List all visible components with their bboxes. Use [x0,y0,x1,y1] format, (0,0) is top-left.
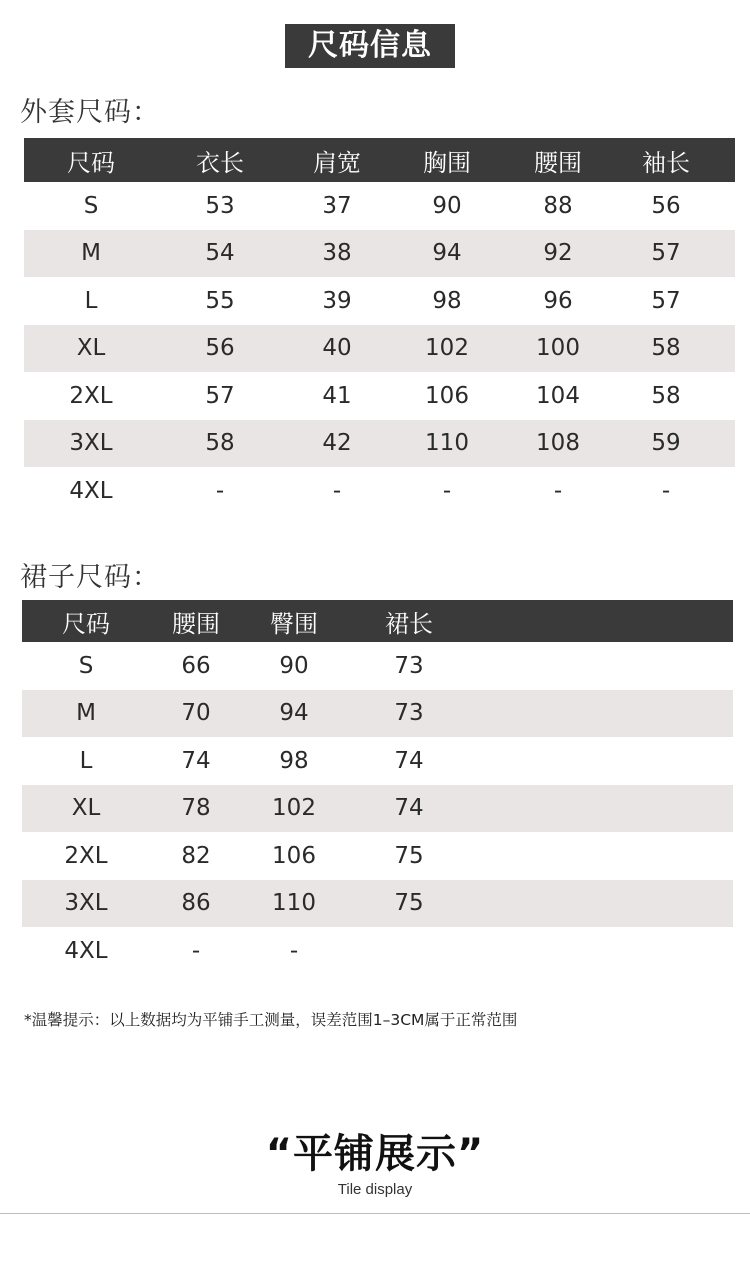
size-cell: L [84,287,98,314]
table-header-row [24,138,735,182]
value-cell: 82 [181,842,211,869]
value-cell: 90 [432,192,462,219]
divider [0,1213,750,1214]
table-row [24,277,735,325]
value-cell: 58 [205,430,235,457]
value-cell: 38 [322,240,352,267]
skirt-section-label: 裙子尺码： [20,562,160,593]
header-cell: 衣长 [196,148,244,177]
header-cell: 尺码 [67,148,115,177]
value-cell: 59 [651,430,681,457]
size-cell: 4XL [69,477,113,504]
value-cell: 56 [205,335,235,362]
table-row [24,230,735,278]
size-cell: 3XL [64,890,108,917]
value-cell: 74 [394,795,424,822]
size-cell: M [81,240,101,267]
size-cell: 2XL [64,842,108,869]
skirt-size-table [22,600,733,975]
value-cell: 100 [536,335,580,362]
value-cell: 106 [425,382,469,409]
header-cell: 裙长 [385,609,433,638]
size-cell: S [83,192,99,219]
value-cell: 110 [272,890,316,917]
table-row [22,880,733,928]
value-cell: - [215,477,225,504]
header-cell: 肩宽 [313,148,361,177]
value-cell: 54 [205,240,235,267]
value-cell: 96 [543,287,573,314]
value-cell: 106 [272,842,316,869]
value-cell: - [289,937,299,964]
table-row [22,785,733,833]
size-cell: 4XL [64,937,108,964]
value-cell: - [442,477,452,504]
value-cell: 98 [279,747,309,774]
page-title: 尺码信息 [285,24,455,68]
header-cell: 腰围 [534,148,582,177]
value-cell: 66 [181,652,211,679]
value-cell: 74 [394,747,424,774]
table-row [24,325,735,373]
table-header-row [22,600,733,642]
header-cell: 臀围 [270,609,318,638]
value-cell: 98 [432,287,462,314]
value-cell: 88 [543,192,573,219]
size-cell: XL [71,795,101,822]
measurement-notice: *温馨提示：以上数据均为平铺手工测量，误差范围1–3CM属于正常范围 [24,1011,518,1029]
header-cell: 尺码 [62,609,110,638]
value-cell [346,927,472,975]
jacket-size-table [24,138,735,515]
value-cell: 78 [181,795,211,822]
value-cell: 70 [181,700,211,727]
value-cell: 104 [536,382,580,409]
value-cell: - [553,477,563,504]
value-cell: 75 [394,842,424,869]
value-cell: 74 [181,747,211,774]
size-cell: M [76,700,96,727]
value-cell: 58 [651,382,681,409]
tile-display-title: “平铺展示” [265,1131,485,1177]
value-cell: 53 [205,192,235,219]
size-cell: L [79,747,93,774]
value-cell: 90 [279,652,309,679]
size-cell: 3XL [69,430,113,457]
value-cell: - [191,937,201,964]
value-cell: 73 [394,700,424,727]
table-row [24,420,735,468]
value-cell: 102 [272,795,316,822]
value-cell: 94 [279,700,309,727]
table-row [22,642,733,690]
value-cell: 57 [651,287,681,314]
table-row [24,467,735,515]
header-cell: 胸围 [423,148,471,177]
value-cell: 108 [536,430,580,457]
header-cell: 腰围 [172,609,220,638]
header-cell: 袖长 [642,148,690,177]
table-row [24,182,735,230]
value-cell: 57 [651,240,681,267]
tile-display-subtitle: Tile display [337,1181,413,1198]
value-cell: 75 [394,890,424,917]
value-cell: 102 [425,335,469,362]
value-cell: 94 [432,240,462,267]
table-row [22,737,733,785]
table-row [22,690,733,738]
jacket-section-label: 外套尺码： [20,97,160,128]
value-cell: 110 [425,430,469,457]
value-cell: 39 [322,287,352,314]
value-cell: - [332,477,342,504]
value-cell: 58 [651,335,681,362]
value-cell: 57 [205,382,235,409]
value-cell: - [661,477,671,504]
value-cell: 42 [322,430,352,457]
value-cell: 55 [205,287,235,314]
size-cell: S [78,652,94,679]
table-row [22,832,733,880]
table-row [22,927,733,975]
value-cell: 40 [322,335,352,362]
size-cell: 2XL [69,382,113,409]
value-cell: 86 [181,890,211,917]
value-cell: 92 [543,240,573,267]
value-cell: 73 [394,652,424,679]
value-cell: 37 [322,192,352,219]
value-cell: 56 [651,192,681,219]
size-cell: XL [76,335,106,362]
value-cell: 41 [322,382,352,409]
table-row [24,372,735,420]
